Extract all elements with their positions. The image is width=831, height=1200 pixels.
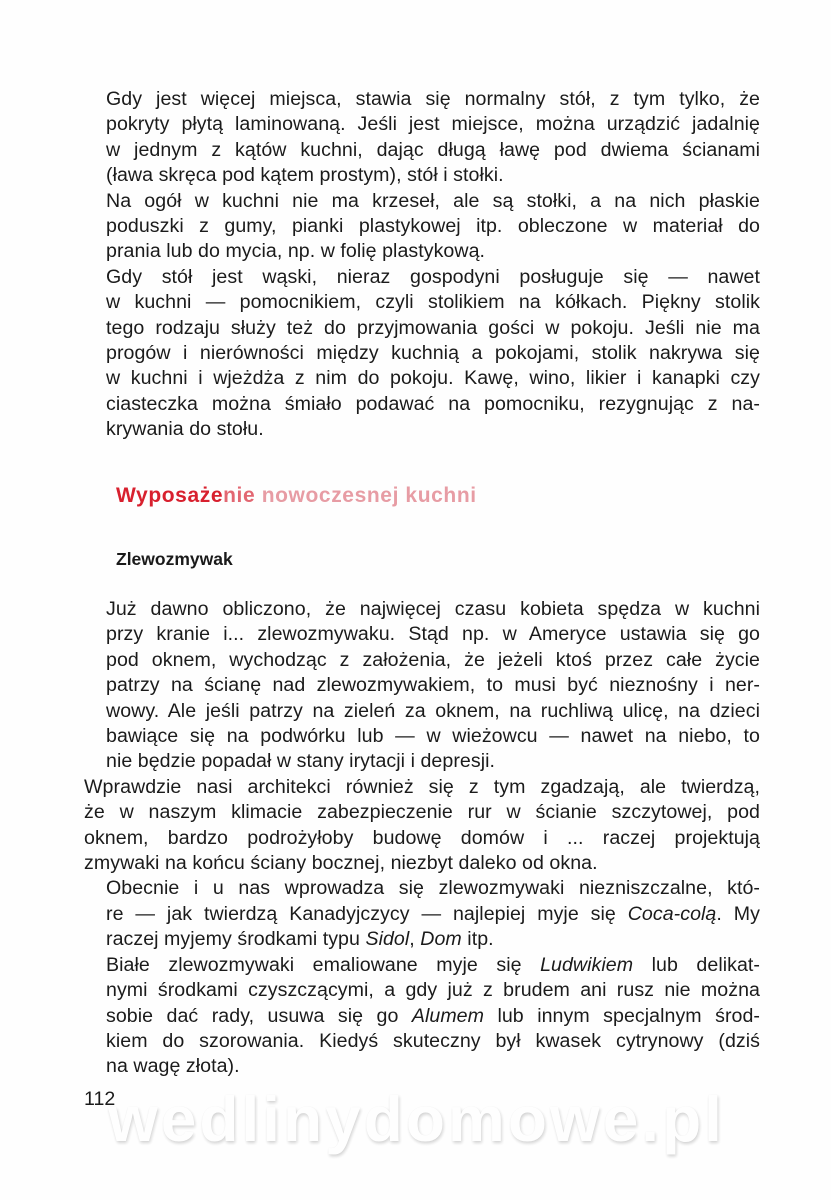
page-number: 112 — [84, 1088, 116, 1110]
paragraph — [84, 87, 760, 189]
text-line: bawiące się na podwórku lub — w wieżowcu — nawet na niebo, to — [106, 725, 760, 748]
text-line: pod oknem, wychodząc z założenia, że jeżeli ktoś przez całe życie — [106, 648, 760, 671]
paragraph — [84, 265, 760, 443]
text-line: (ława skręca pod kątem prostym), stół i stołki. — [106, 164, 504, 187]
text-run: sobie dać rady, usuwa się go — [106, 1004, 412, 1027]
text-line: że w naszym klimacie zabezpieczenie rur w ścianie szczytowej, pod — [84, 801, 760, 824]
text-line: pokryty płytą laminowaną. Jeśli jest miejsce, można urządzić jadalnię — [106, 113, 760, 136]
text-run: raczej myjemy środkami typu — [106, 928, 366, 951]
section-heading — [116, 484, 477, 508]
text-run: lub innym specjalnym środ- — [484, 1004, 761, 1027]
text-line: Wprawdzie nasi architekci również się z tym zgadzają, ale twierdzą, — [84, 775, 760, 798]
text-run: itp. — [461, 928, 494, 951]
watermark: wedlinydomowe.pl — [108, 1083, 725, 1155]
text-line: w jednym z kątów kuchni, dając długą ławę pod dwiema ścianami — [106, 138, 760, 161]
text-line — [84, 902, 760, 927]
text-line: na wagę złota). — [106, 1055, 240, 1078]
paragraph — [84, 953, 760, 1080]
brand-name: Dom — [420, 928, 462, 951]
paragraph — [84, 876, 760, 952]
brand-name: Ludwikiem — [540, 953, 634, 976]
text-line: patrzy na ścianę nad zlewozmywakiem, to musi być nieznośny i ner- — [106, 674, 760, 697]
text-line: Obecnie i u nas wprowadza się zlewozmywaki niezniszczalne, któ- — [106, 877, 760, 900]
text-line: przy kranie i... zlewozmywaku. Stąd np. w Ameryce ustawia się go — [106, 623, 760, 646]
text-line: kiem do szorowania. Kiedyś skuteczny był kwasek cytrynowy (dziś — [106, 1029, 760, 1052]
heading-text: nie — [223, 484, 262, 507]
text-line — [84, 953, 760, 978]
paragraph — [84, 775, 760, 877]
text-line: krywania do stołu. — [106, 418, 264, 441]
text-line: oknem, bardzo podrożyłoby budowę domów i ... raczej projektują — [84, 826, 760, 849]
text-line — [84, 1004, 760, 1029]
text-line: zmywaki na końcu ściany bocznej, niezbyt daleko od okna. — [84, 852, 598, 875]
text-line: wowy. Ale jeśli patrzy na zieleń za oknem, na ruchliwą ulicę, na dzieci — [106, 699, 760, 722]
text-line: ciasteczka można śmiało podawać na pomocniku, rezygnując z na- — [106, 392, 760, 415]
text-line: w kuchni — pomocnikiem, czyli stolikiem na kółkach. Piękny stolik — [106, 291, 760, 314]
heading-text: nowoczesnej kuchni — [261, 484, 477, 507]
text-run: Białe zlewozmywaki emaliowane myje się — [106, 953, 541, 976]
text-block-intro — [84, 87, 760, 443]
brand-name: Alumem — [411, 1004, 485, 1027]
text-block-sink — [84, 597, 760, 1080]
text-run: lub delikat- — [633, 953, 760, 976]
text-line: Na ogół w kuchni nie ma krzeseł, ale są stołki, a na nich płaskie — [106, 189, 760, 212]
subsection-heading: Zlewozmywak — [116, 549, 233, 569]
text-line: nie będzie popadał w stany irytacji i depresji. — [106, 750, 495, 773]
text-line: Gdy stół jest wąski, nieraz gospodyni posługuje się — nawet — [106, 265, 760, 288]
text-line: tego rodzaju służy też do przyjmowania gości w pokoju. Jeśli nie ma — [106, 316, 760, 339]
paragraph — [84, 189, 760, 265]
text-line: Już dawno obliczono, że najwięcej czasu kobieta spędza w kuchni — [106, 598, 760, 620]
heading-text: Wyposaże — [116, 484, 224, 507]
paragraph — [84, 597, 760, 775]
text-line: nymi środkami czyszczącymi, a gdy już z brudem ani rusz nie można — [106, 979, 760, 1002]
text-line: progów i nierówności między kuchnią a pokojami, stolik nakrywa się — [106, 342, 760, 365]
brand-name: Sidol — [365, 928, 410, 951]
text-line: poduszki z gumy, pianki plastykowej itp. obleczone w materiał do — [106, 215, 760, 238]
text-run: re — jak twierdzą Kanadyjczycy — najlepiej myje się — [106, 902, 628, 925]
text-run: . My — [716, 902, 760, 925]
text-line: w kuchni i wjeżdża z nim do pokoju. Kawę, wino, likier i kanapki czy — [106, 367, 760, 390]
text-run: , — [409, 928, 421, 951]
brand-name: Coca-colą — [627, 902, 717, 925]
text-line: Gdy jest więcej miejsca, stawia się normalny stół, z tym tylko, że — [106, 88, 760, 110]
text-line — [84, 927, 760, 952]
text-line: prania lub do mycia, np. w folię plastykową. — [106, 240, 486, 263]
